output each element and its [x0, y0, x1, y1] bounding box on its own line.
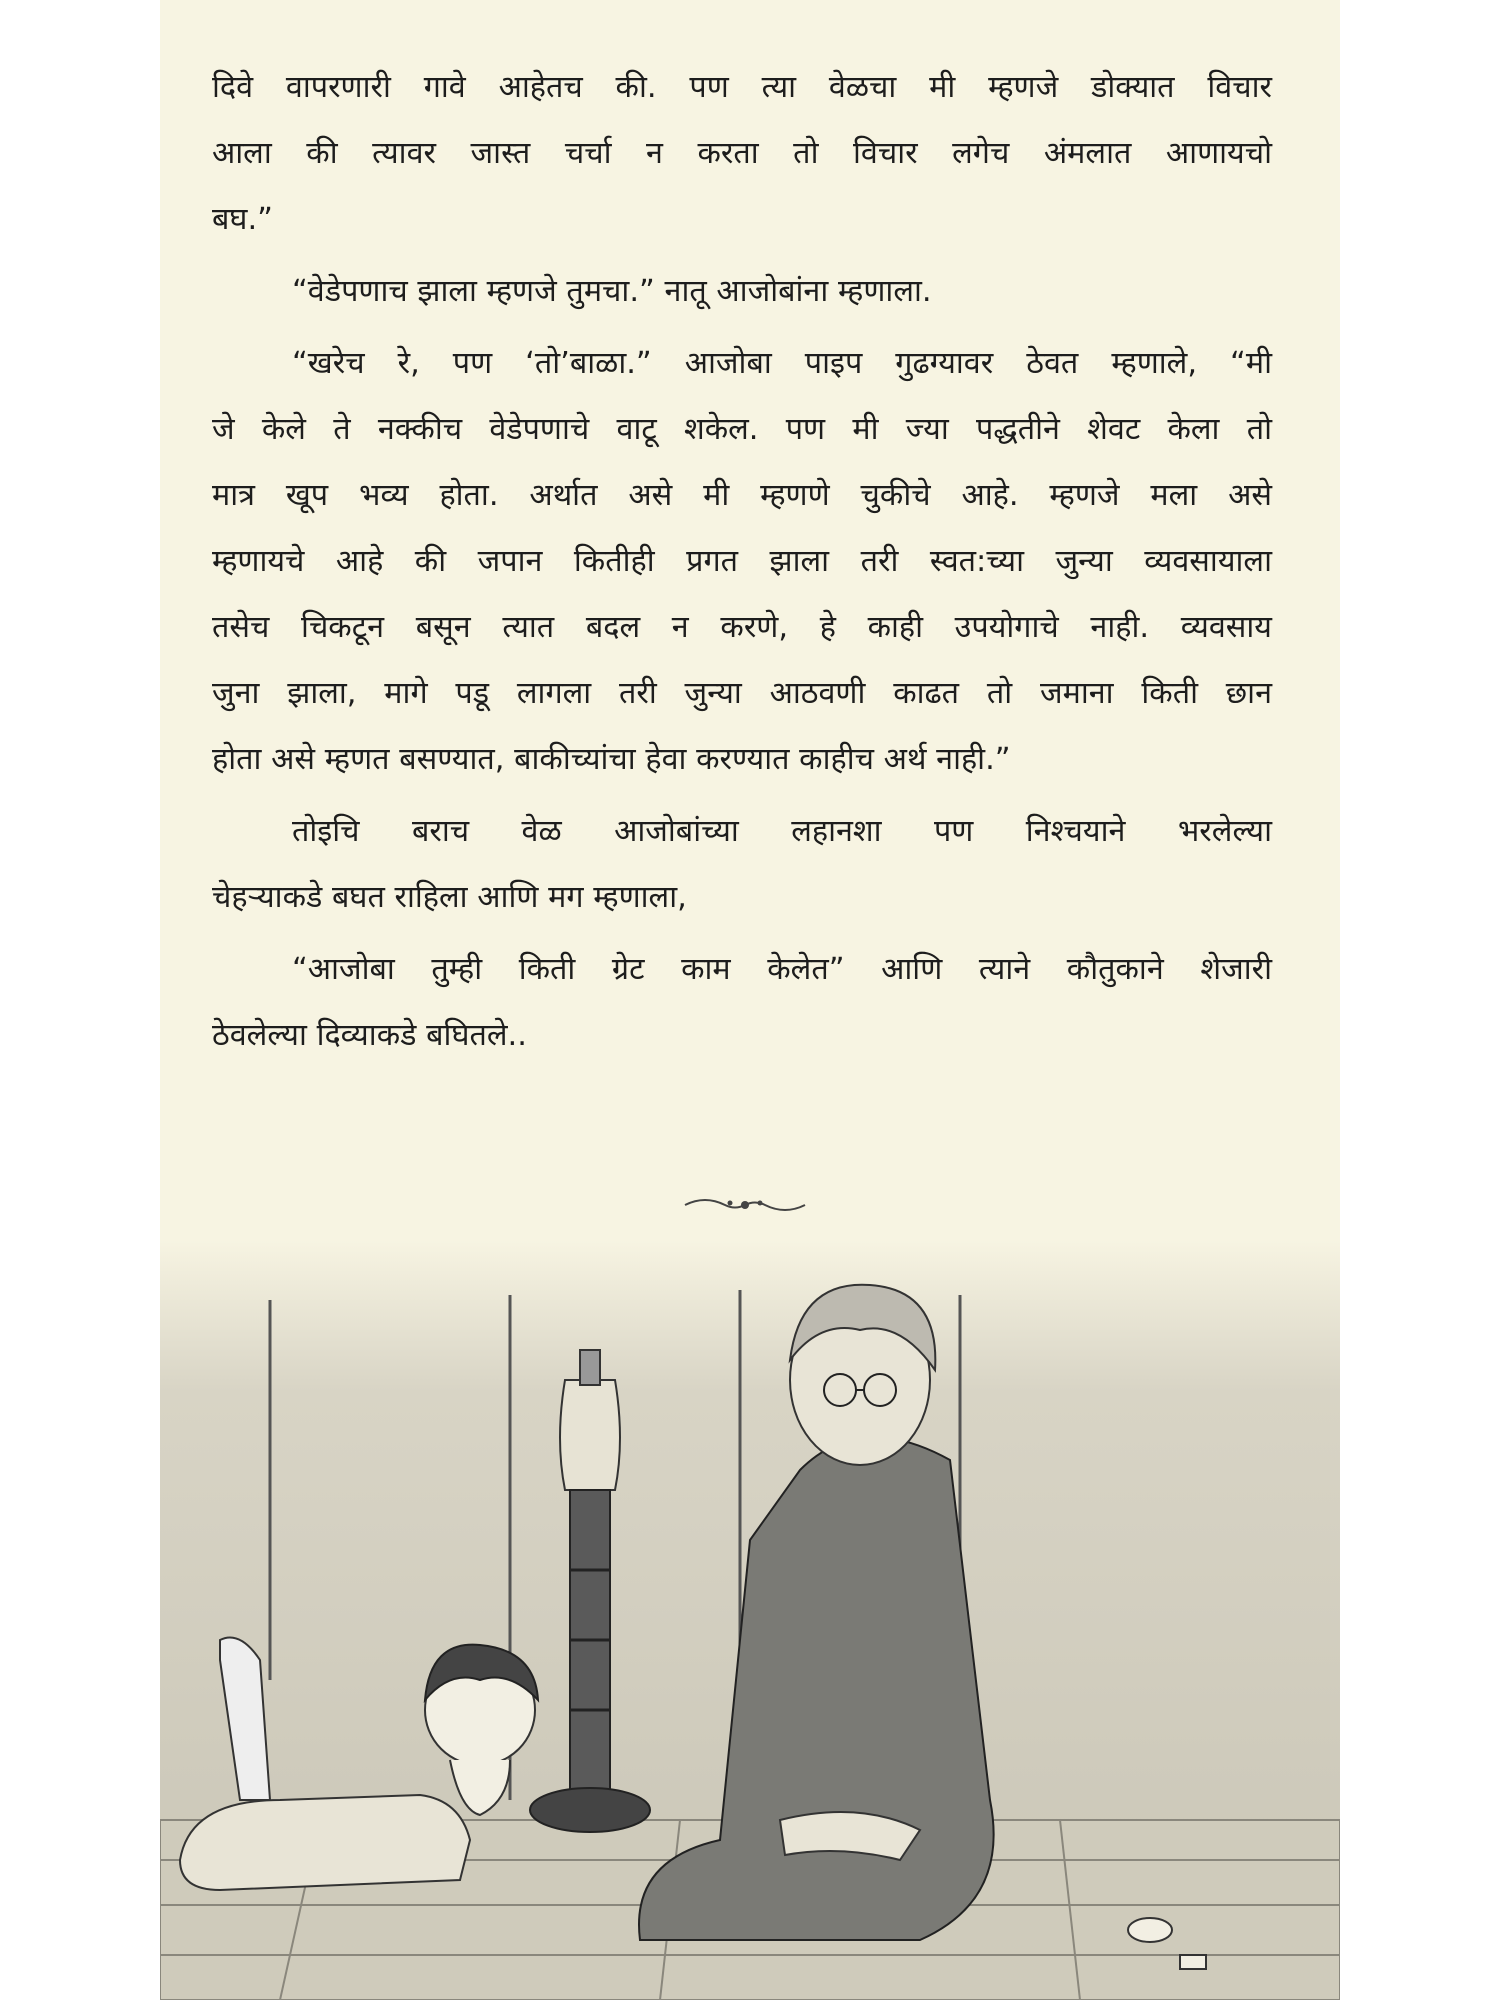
text-line-11: होता असे म्हणत बसण्यात, बाकीच्यांचा हेवा करण्यात काहीच अर्थ नाही.” — [212, 742, 1011, 777]
text-line-8: म्हणायचे आहे की जपान कितीही प्रगत झाला तरी स्वत:च्या जुन्या व्यवसायाला — [212, 544, 1272, 579]
text-line-7: मात्र खूप भव्य होता. अर्थात असे मी म्हणणे चुकीचे आहे. म्हणजे मला असे — [212, 478, 1272, 513]
body-text — [212, 55, 1272, 1069]
text-line-12: तोइचि बराच वेळ आजोबांच्या लहानशा पण निश्चयाने भरलेल्या — [292, 814, 1272, 849]
text-line-6: जे केले ते नक्कीच वेडेपणाचे वाटू शकेल. पण मी ज्या पद्धतीने शेवट केला तो — [212, 412, 1272, 447]
text-line-13: चेहऱ्याकडे बघत राहिला आणि मग म्हणाला, — [212, 880, 687, 915]
text-line-3: बघ.” — [212, 202, 273, 237]
text-line-5: “खरेच रे, पण ‘तो’बाळा.” आजोबा पाइप गुढग्यावर ठेवत म्हणाले, “मी — [292, 346, 1272, 381]
text-line-4: “वेडेपणाच झाला म्हणजे तुमचा.” नातू आजोबांना म्हणाला. — [292, 274, 932, 309]
text-line-14: “आजोबा तुम्ही किती ग्रेट काम केलेत” आणि त्याने कौतुकाने शेजारी — [292, 952, 1272, 987]
text-line-15: ठेवलेल्या दिव्याकडे बघितले.. — [212, 1018, 527, 1053]
text-line-2: आला की त्यावर जास्त चर्चा न करता तो विचार लगेच अंमलात आणायचो — [212, 136, 1272, 171]
book-page — [160, 0, 1340, 2000]
text-line-1: दिवे वापरणारी गावे आहेतच की. पण त्या वेळचा मी म्हणजे डोक्यात विचार — [212, 70, 1272, 105]
text-line-9: तसेच चिकटून बसून त्यात बदल न करणे, हे काही उपयोगाचे नाही. व्यवसाय — [212, 610, 1272, 645]
story-illustration — [160, 1240, 1340, 2000]
divider-ornament-icon — [680, 1190, 810, 1220]
text-line-10: जुना झाला, मागे पडू लागला तरी जुन्या आठवणी काढत तो जमाना किती छान — [212, 676, 1272, 711]
